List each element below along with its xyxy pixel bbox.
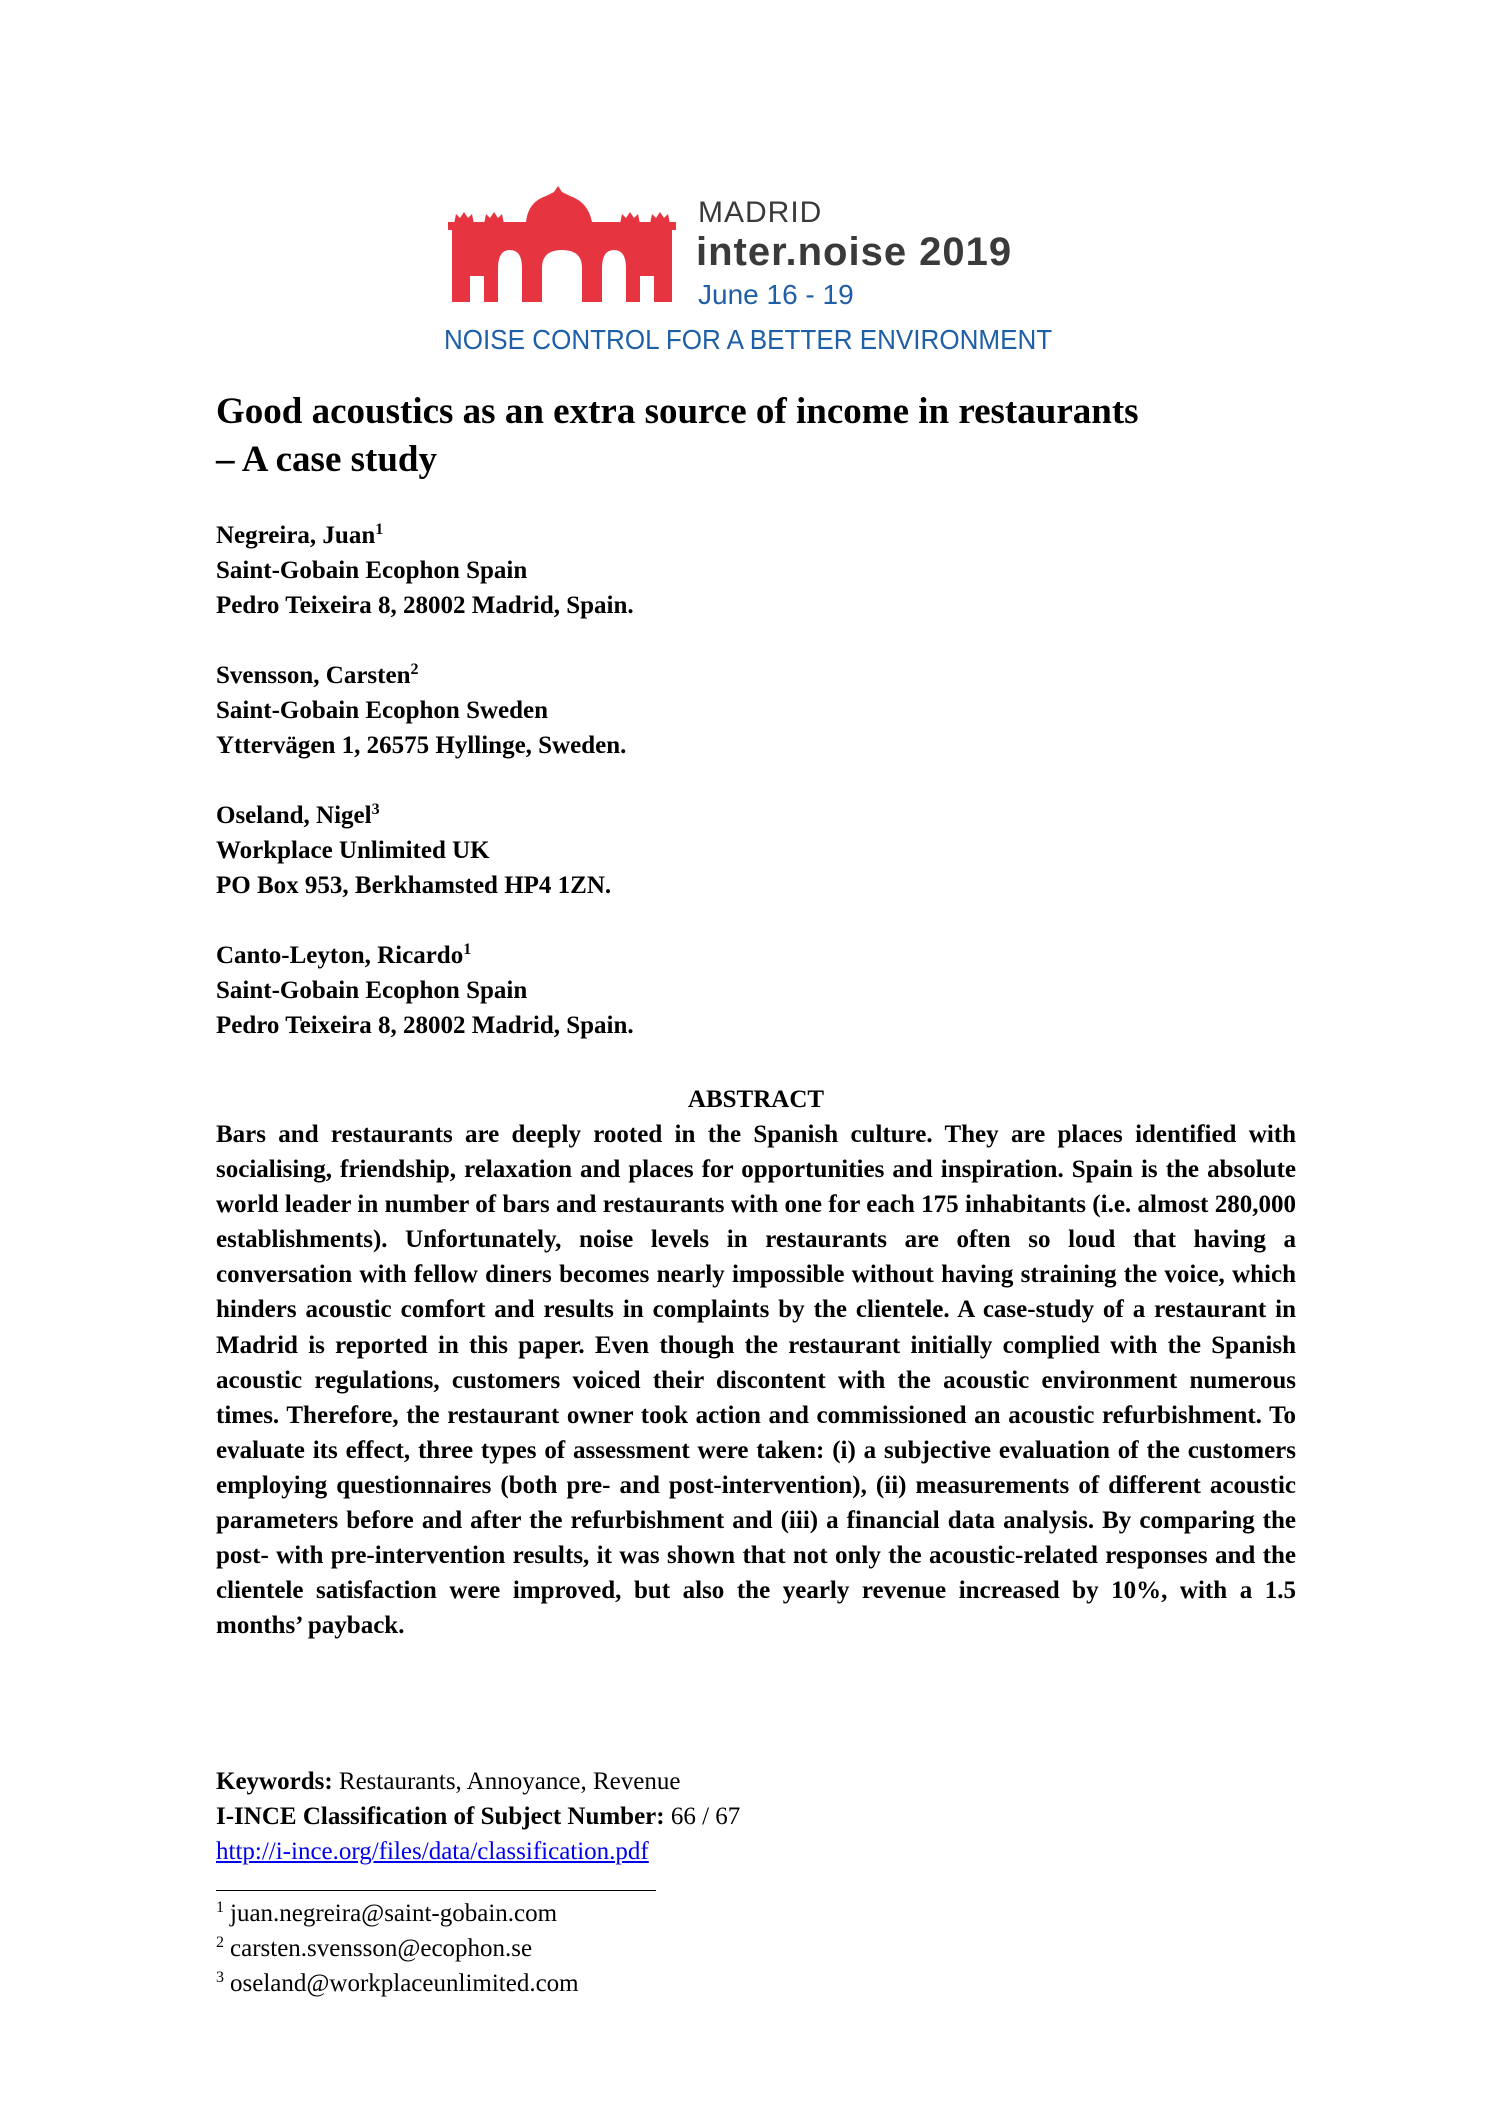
author-block [216,518,634,623]
keywords-label: Keywords: [216,1768,333,1795]
classification-value: 66 / 67 [664,1803,741,1830]
classification-label: I-INCE Classification of Subject Number: [216,1803,665,1830]
author-footnote-marker: 2 [410,661,419,678]
author-address: Pedro Teixeira 8, 28002 Madrid, Spain. [216,1012,634,1039]
conference-brand: inter.noise 2019 [696,230,1013,274]
author-name: Oseland, Nigel$^3$ [216,801,380,829]
author-block [216,798,634,903]
classification-line [216,1799,740,1834]
footnote-separator [216,1890,656,1891]
author-list [216,518,634,1078]
author-affiliation: Workplace Unlimited UK [216,837,490,864]
author-address: PO Box 953, Berkhamsted HP4 1ZN. [216,872,612,899]
footnote-email: oseland@workplaceunlimited.com [230,1970,579,1997]
keywords-value: Restaurants, Annoyance, Revenue [332,1768,681,1795]
author-block [216,658,634,763]
footnote-email: carsten.svensson@ecophon.se [230,1935,533,1962]
author-name: Canto-Leyton, Ricardo$^1$ [216,941,472,969]
conference-city: MADRID [698,196,823,229]
puerta-de-alcala-icon [446,184,678,302]
author-address: Yttervägen 1, 26575 Hyllinge, Sweden. [216,732,627,759]
author-footnote-marker: 1 [375,521,384,538]
footnote-email: juan.negreira@saint-gobain.com [230,1900,558,1927]
footnotes [216,1896,579,2001]
paper-title-line-2: – A case study [216,439,438,480]
author-affiliation: Saint-Gobain Ecophon Sweden [216,697,549,724]
author-affiliation: Saint-Gobain Ecophon Spain [216,977,528,1004]
conference-dates: June 16 - 19 [698,279,854,310]
footnote-marker: 3 [216,1969,224,1986]
conference-logo [446,184,1066,364]
author-address: Pedro Teixeira 8, 28002 Madrid, Spain. [216,592,634,619]
footnote-item [216,1966,579,2001]
footnote-marker: 1 [216,1899,224,1916]
author-affiliation: Saint-Gobain Ecophon Spain [216,557,528,584]
footnote-marker: 2 [216,1934,224,1951]
classification-link[interactable]: http://i-ince.org/files/data/classification.pdf [216,1838,649,1865]
paper-title [216,388,1296,484]
author-footnote-marker: 3 [371,801,380,818]
footnote-item [216,1931,579,1966]
author-block [216,938,634,1043]
author-footnote-marker: 1 [463,941,472,958]
author-name: Negreira, Juan$^1$ [216,521,384,549]
abstract-heading: ABSTRACT [687,1086,825,1113]
abstract-body: Bars and restaurants are deeply rooted in the Spanish culture. They are places identified with socialising, friendship, relaxation and places for opportunities and inspiration. Spain is the absolute world leader in number of bars and restaurants with one for each 175 inhabitants (i.e. almost 280,000 establishments). Unfortunately, noise levels in restaurants are often so loud that having a conversation with fellow diners becomes nearly impossible without having straining the voice, which hinders acoustic comfort and results in complaints by the clientele. A case-study of a restaurant in Madrid is reported in this paper. Even though the restaurant initially complied with the Spanish acoustic regulations, customers voiced their discontent with the acoustic environment numerous times. Therefore, the restaurant owner took action and commissioned an acoustic refurbishment. To evaluate its effect, three types of assessment were taken: (i) a subjective evaluation of the customers employing questionnaires (both pre- and post-intervention), (ii) measurements of different acoustic parameters before and after the refurbishment and (iii) a financial data analysis. By comparing the post- with pre-intervention results, it was shown that not only the acoustic-related responses and the clientele satisfaction were improved, but also the yearly revenue increased by 10%, with a 1.5 months’ payback. [216,1121,1296,1640]
conference-slogan: NOISE CONTROL FOR A BETTER ENVIRONMENT [444,324,1053,355]
paper-title-line-1: Good acoustics as an extra source of income in restaurants [216,391,1139,432]
footnote-item [216,1896,579,1931]
keywords-line [216,1764,740,1799]
author-name: Svensson, Carsten$^2$ [216,661,419,689]
paper-metadata [216,1764,740,1869]
